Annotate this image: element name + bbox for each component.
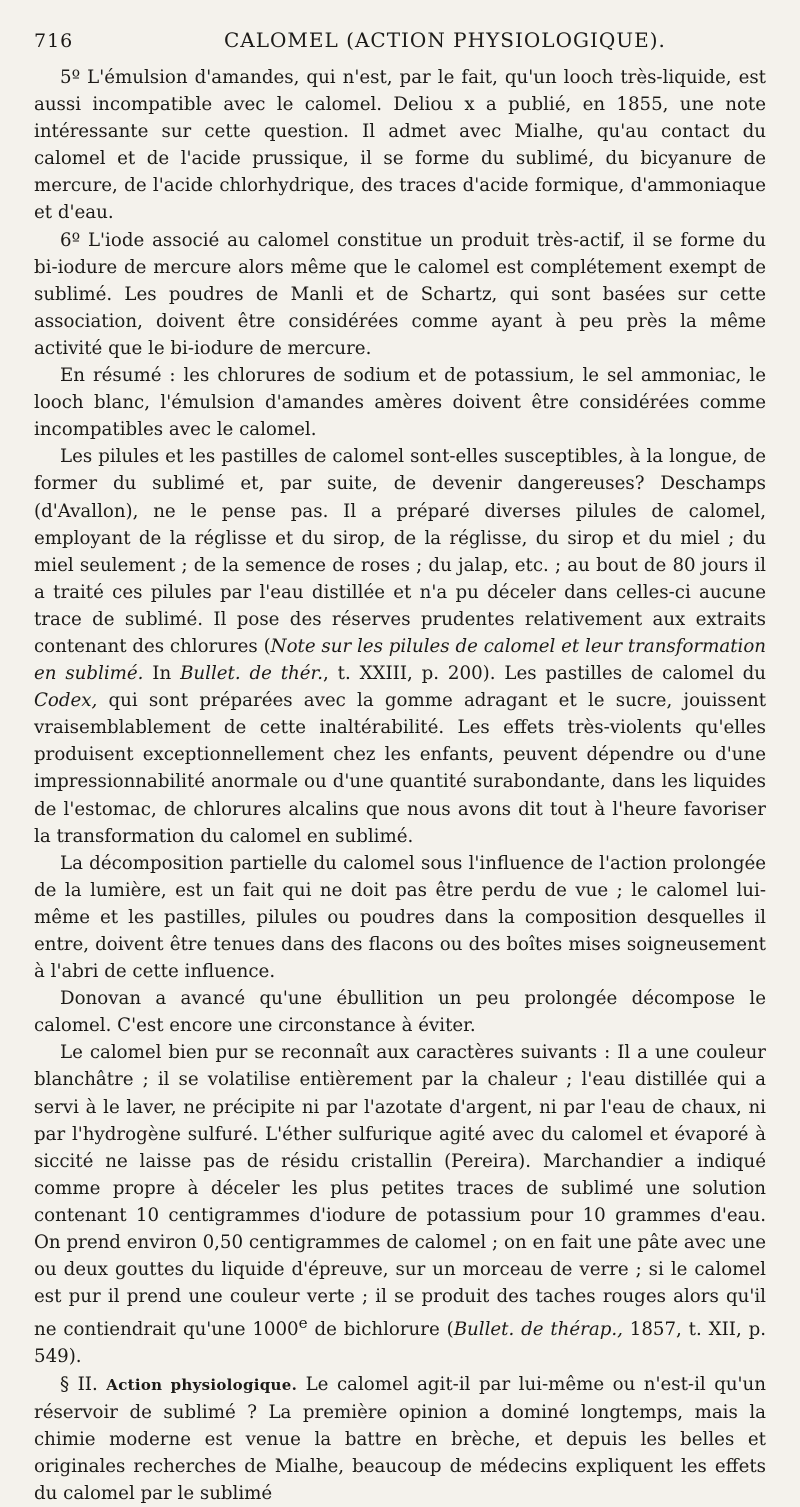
citation-title: Note sur les pilules de calomel et leur transformation en sublimé. <box>34 635 766 685</box>
text-run: 1857, t. XII, p. 549). <box>34 1319 767 1368</box>
paragraph: 6º L'iode associé au calomel constitue un produit très-actif, il se forme du bi-iodure de mercure alors même que le calomel est complétement exempt de sublimé. Les poudres de Manli et de Schartz, qui sont basées sur cette association, doivent être considérées comme ayant à peu près la même activité que le bi-iodure de mercure. <box>34 229 766 359</box>
superscript: e <box>298 1314 308 1333</box>
codex-term: Codex, <box>34 690 98 712</box>
paragraph <box>34 443 766 849</box>
text-run: de bichlorure ( <box>307 1319 454 1341</box>
citation-journal: Bullet. de thér. <box>180 663 323 685</box>
text-run: In <box>143 663 181 685</box>
paragraph: En résumé : les chlorures de sodium et de potassium, le sel ammoniac, le looch blanc, l'émulsion d'amandes amères doivent être considérées comme incompatibles avec le calomel. <box>34 365 766 441</box>
text-run: qui sont préparées avec la gomme adragant et le sucre, jouissent vraisemblablement de cette inaltérabilité. Les effets très-violents qu'elles produisent exceptionnellement chez les enfants, peuvent dépendre ou d'une impressionnabilité anormale ou d'une quantité surabondante, dans les liquides de l'estomac, de chlorures alcalins que nous avons dit tout à l'heure favoriser la transformation du calomel en sublimé. <box>34 690 766 847</box>
paragraph <box>34 1371 766 1507</box>
paragraph: La décomposition partielle du calomel sous l'influence de l'action prolongée de la lumière, est un fait qui ne doit pas être perdu de vue ; le calomel lui-même et les pastilles, pilules ou poudres dans la composition desquelles il entre, doivent être tenues dans des flacons ou des boîtes mises soigneusement à l'abri de cette influence. <box>34 852 766 983</box>
text-run: Les pilules et les pastilles de calomel sont-elles susceptibles, à la longue, de former du sublimé et, par suite, de devenir dangereuses? Deschamps (d'Avallon), ne le pense pas. Il a préparé diverses pilules de calomel, employant de la réglisse et du sirop, de la réglisse, du sirop et du miel ; du miel seulement ; de la semence de roses ; du jalap, etc. ; au bout de 80 jours il a traité ces pilules par l'eau distillée et n'a pu déceler dans celles-ci aucune trace de sublimé. Il pose des réserves prudentes relativement aux extraits contenant des chlorures ( <box>34 446 766 657</box>
page-header <box>34 28 766 52</box>
section-number: § II. <box>60 1373 98 1395</box>
page-number: 716 <box>34 30 74 52</box>
running-title: CALOMEL (ACTION PHYSIOLOGIQUE). <box>224 28 666 52</box>
text-run: , t. XXIII, p. 200). Les pastilles de calomel du <box>323 663 767 685</box>
paragraph: 5º L'émulsion d'amandes, qui n'est, par le fait, qu'un looch très-liquide, est aussi incompatible avec le calomel. Deliou x a publié, en 1855, une note intéressante sur cette question. Il admet avec Mialhe, qu'au contact du calomel et de l'acide prussique, il se forme du sublimé, du bicyanure de mercure, de l'acide chlorhydrique, des traces d'acide formique, d'ammoniaque et d'eau. <box>34 67 766 224</box>
text-run: Le calomel bien pur se reconnaît aux caractères suivants : Il a une couleur blanchâtre ; il se volatilise entièrement par la chaleur ; l'eau distillée qui a servi à le laver, ne précipite ni par l'azotate d'argent, ni par l'eau de chaux, ni par l'hydrogène sulfuré. L'éther sulfurique agité avec du calomel et évaporé à siccité ne laisse pas de résidu cristallin (Pereira). Marchandier a indiqué comme propre à déceler les plus petites traces de sublimé une solution contenant 10 centigrammes d'iodure de potassium pour 10 grammes d'eau. On prend environ 0,50 centigrammes de calomel ; on en fait une pâte avec une ou deux gouttes du liquide d'épreuve, sur un morceau de verre ; si le calomel est pur il prend une couleur verte ; il se produit des taches rouges alors qu'il ne contiendrait qu'une 1000 <box>34 1042 766 1341</box>
text-run: Le calomel agit-il par lui-même ou n'est-il qu'un réservoir de sublimé ? La première opinion a dominé longtemps, mais la chimie moderne est venue la battre en brèche, et depuis les belles et originales recherches de Mialhe, beaucoup de médecins expliquent les effets du calomel par le sublimé <box>34 1373 766 1504</box>
section-heading: Action physiologique. <box>106 1375 298 1394</box>
citation-journal: Bullet. de thérap., <box>453 1319 623 1341</box>
paragraph <box>34 1039 766 1370</box>
page-body <box>34 64 766 1507</box>
paragraph: Donovan a avancé qu'une ébullition un peu prolongée décompose le calomel. C'est encore une circonstance à éviter. <box>34 988 766 1037</box>
